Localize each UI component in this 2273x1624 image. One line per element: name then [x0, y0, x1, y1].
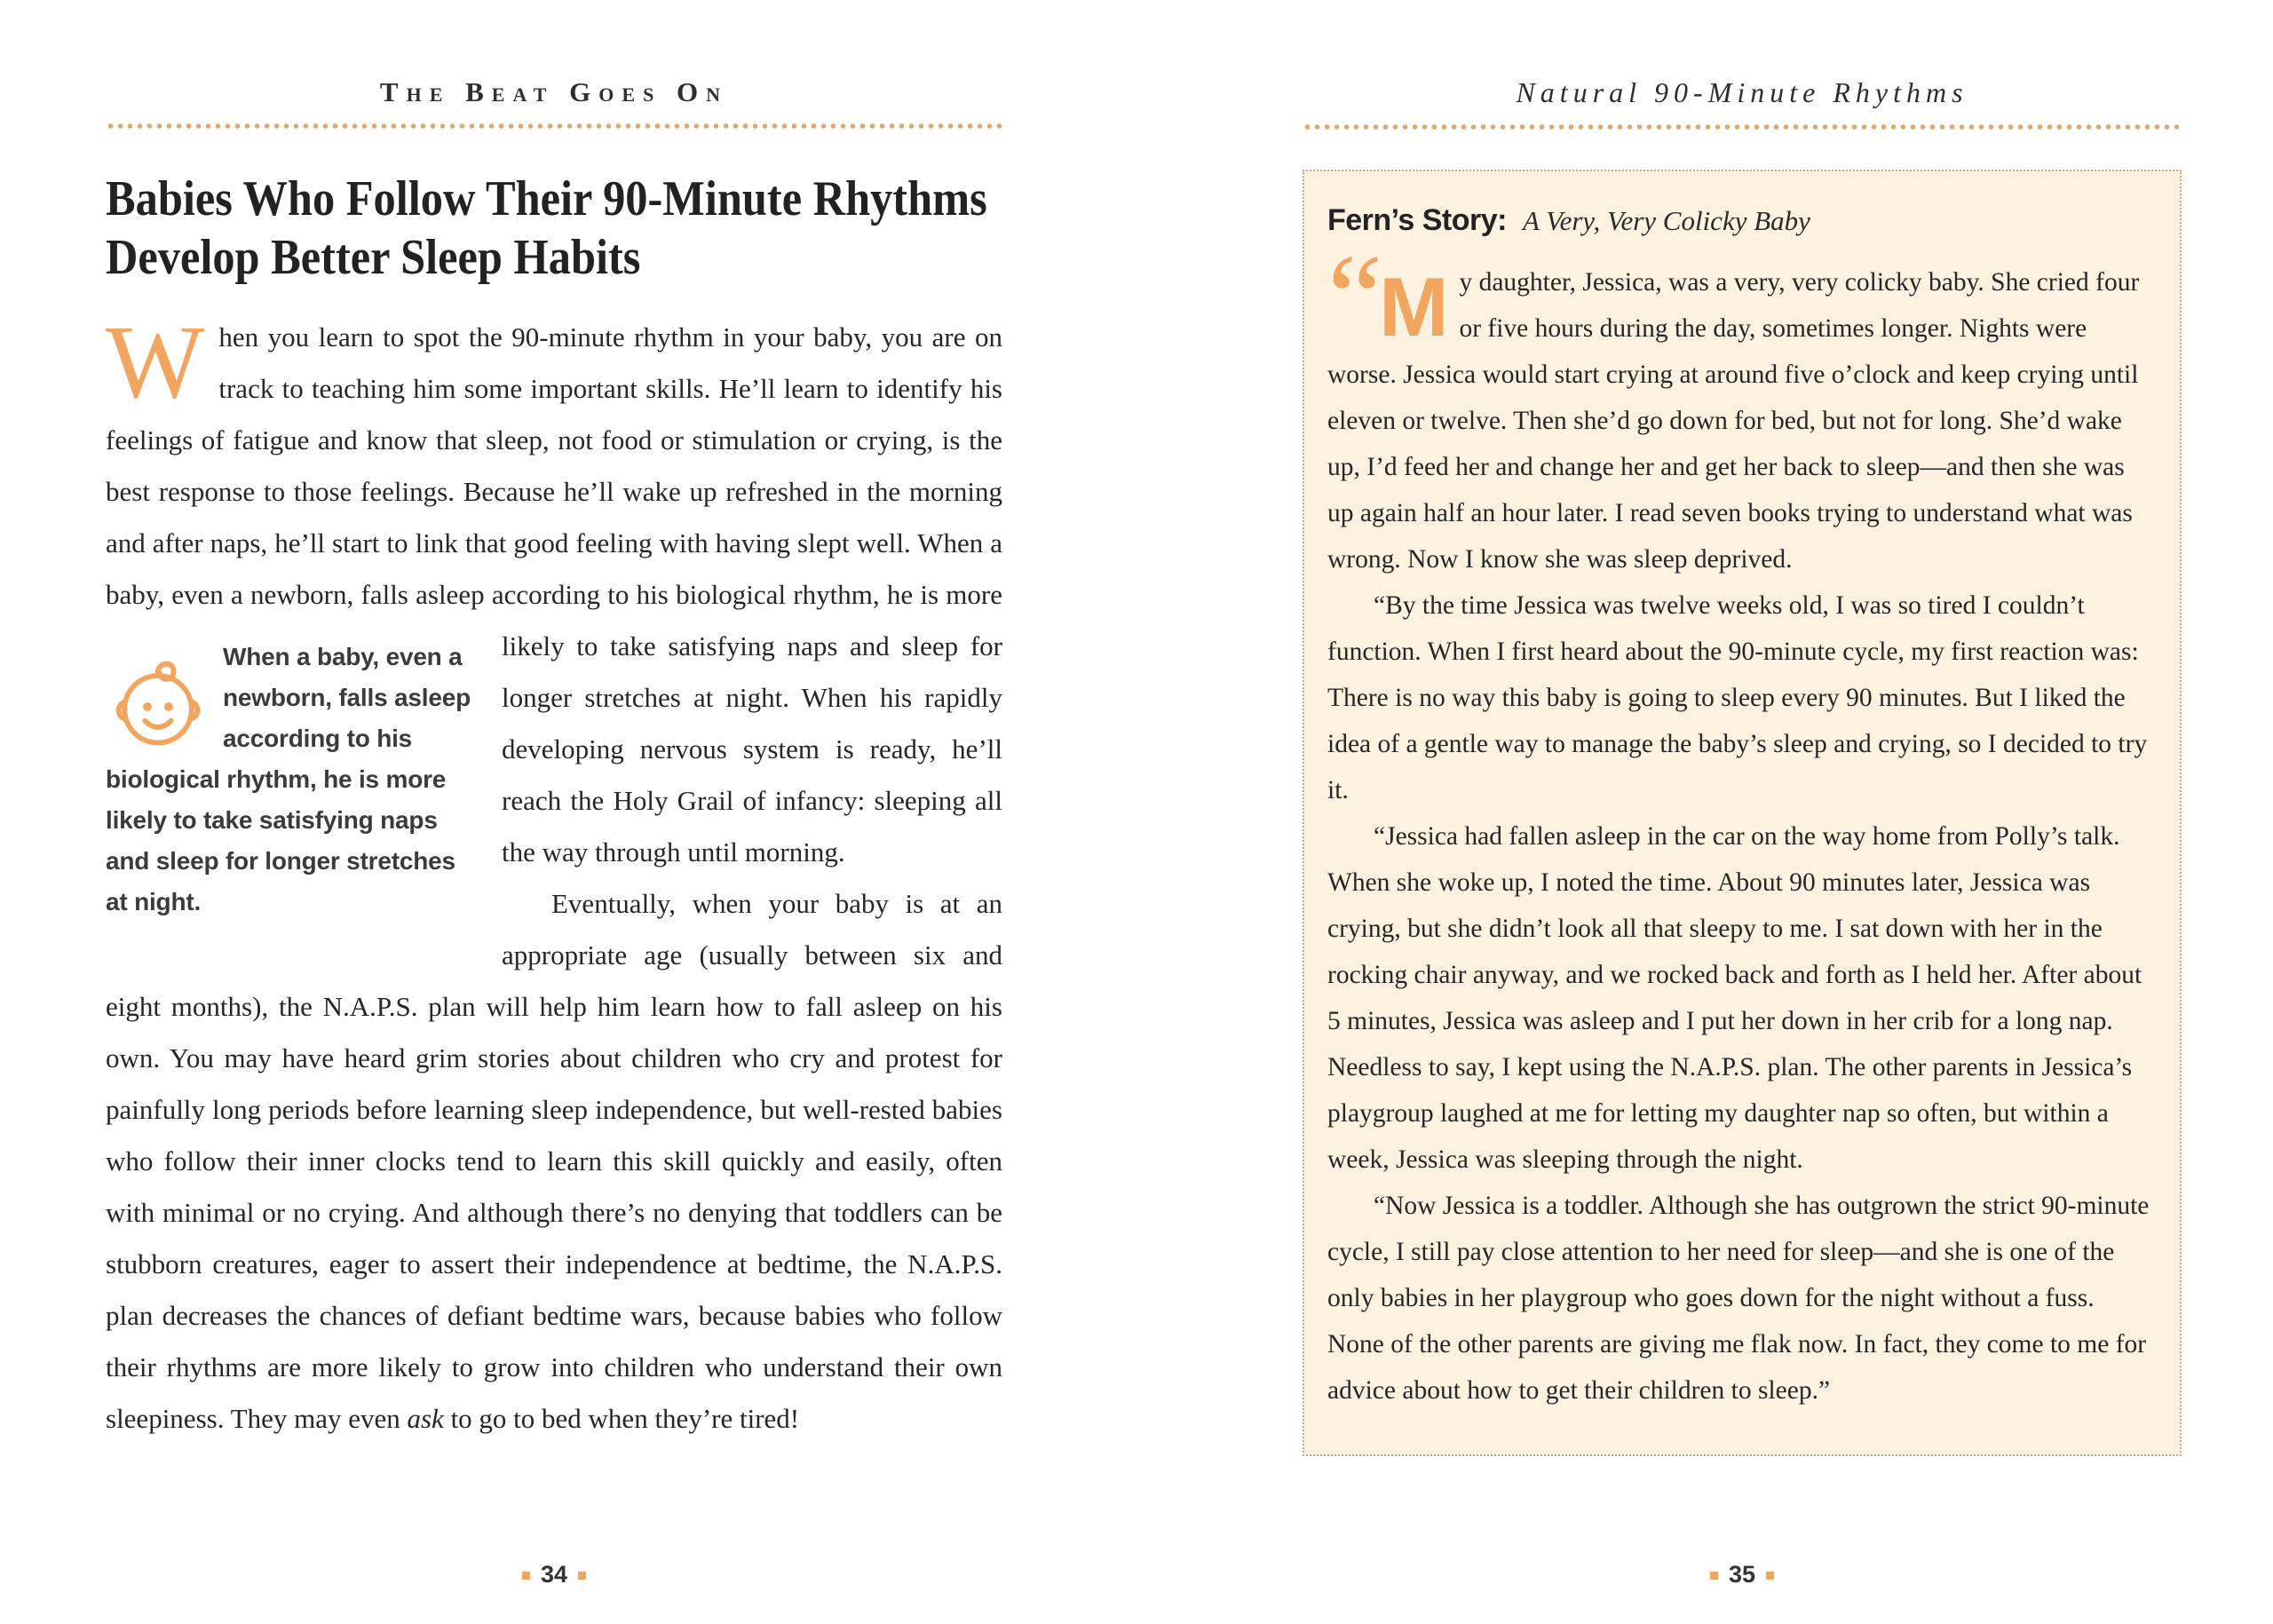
- folio-dot-icon: [1710, 1572, 1718, 1580]
- baby-face-icon: [106, 642, 210, 750]
- folio-dot-icon: [578, 1572, 586, 1580]
- left-folio: [106, 1561, 1002, 1588]
- paragraph-2-text-end: to go to bed when they’re tired!: [443, 1403, 800, 1435]
- right-folio: [1303, 1561, 2182, 1588]
- right-running-head: [1303, 76, 2182, 131]
- dropcap-w: W: [106, 304, 205, 421]
- chapter-title: [106, 170, 987, 287]
- left-body-text: [106, 304, 1002, 1445]
- opening-quote-dropcap: [1327, 229, 1449, 367]
- left-header-text: The Beat Goes On: [379, 76, 729, 107]
- chapter-title-line2: Develop Better Sleep Habits: [106, 229, 641, 285]
- left-page: [0, 0, 1136, 1624]
- open-quote-mark: “: [1327, 229, 1378, 367]
- right-header-text: Natural 90-Minute Rhythms: [1516, 76, 1968, 108]
- story-paragraph-4: “Now Jessica is a toddler. Although she has outgrown the strict 90-minute cycle, I still pay close attention to her need for sleep—and she is one of the only babies in her playgroup who goes down for the night without a fuss. None of the other parents are giving me flak now. In fact, they come to me for advice about how to get their children to sleep.”: [1327, 1192, 2150, 1405]
- folio-dot-icon: [1766, 1572, 1774, 1580]
- dropcap-m: M: [1379, 260, 1449, 353]
- left-page-content: [106, 170, 1002, 1445]
- folio-dot-icon: [522, 1572, 530, 1580]
- story-paragraph-1: [1327, 229, 2155, 582]
- right-page-number: 35: [1728, 1561, 1756, 1588]
- right-page: [1136, 0, 2273, 1624]
- left-page-number: 34: [540, 1561, 568, 1588]
- story-paragraph-2: “By the time Jessica was twelve weeks old, I was so tired I couldn’t function. When I first heard about the 90-minute cycle, my first reaction was: There is no way this baby is going to sleep every 90 minutes. But I liked the idea of a gentle way to manage the baby’s sleep and crying, so I decided to try it.: [1327, 591, 2148, 804]
- dotted-rule: [1303, 123, 2182, 131]
- story-paragraph-1-text: y daughter, Jessica, was a very, very colicky baby. She cried four or five hours during the day, sometimes longer. Nights were worse. Jessica would start crying at around five o’clock and keep crying until eleven or twelve. Then she’d go down for bed, but not for long. She’d wake up, I’d feed her and change her and get her back to sleep—and then she was up again half an hour later. I read seven books trying to understand what was wrong. Now I know she was sleep deprived.: [1327, 268, 2140, 574]
- pullquote-text: When a baby, even a newborn, falls asleep according to his biological rhythm, he is more likely to take satisfying naps and sleep for longer stretches at night.: [106, 643, 471, 916]
- story-subtitle: A Very, Very Colicky Baby: [1522, 205, 1810, 236]
- paragraph-2-italic-word: ask: [407, 1403, 444, 1435]
- paragraph-2: [106, 878, 1002, 1445]
- left-running-head: [106, 76, 1002, 130]
- fern-story-sidebar: [1303, 170, 2182, 1456]
- paragraph-1-text: hen you learn to spot the 90-minute rhythm in your baby, you are on track to teaching him some important skills. He’ll learn to identify his feelings of fatigue and know that sleep, not food or stimulation or crying, is the best response to those feelings. Because he’ll wake up refreshed in the morning and after naps, he’ll start to link that good feeling with having slept well. When a baby, even a newborn, falls asleep according to his biological rhythm, he is more likely to take satisfying naps and sleep for: [106, 321, 1002, 662]
- pullquote: [106, 637, 471, 923]
- dotted-rule: [106, 123, 1002, 130]
- paragraph-2-text: Eventually, when your baby is at an appropriate age (usually between six and eight months), the N.A.P.S. plan will help him learn how to fall asleep on his own. You may have heard grim stories about children who cry and protest for painfully long periods before learning sleep independence, but well-rested babies who follow their inner clocks tend to learn this skill quickly and easily, often with minimal or no crying. And although there’s no denying that toddlers can be stubborn creatures, eager to assert their independence at bedtime, the N.A.P.S. plan decreases the chances of defiant bedtime wars, because babies who follow their rhythms are more likely to grow into children who understand their own sleepiness. They may even: [106, 888, 1002, 1435]
- paragraph-1: [106, 304, 1002, 916]
- story-heading: [1327, 203, 2155, 238]
- story-paragraph-3: “Jessica had fallen asleep in the car on the way home from Polly’s talk. When she woke up, I noted the time. About 90 minutes later, Jessica was crying, but she didn’t look all that sleepy to me. I sat down with her in the rocking chair anyway, and we rocked back and forth as I held her. After about 5 minutes, Jessica was asleep and I put her down in her crib for a long nap. Needless to say, I kept using the N.A.P.S. plan. The other parents in Jessica’s playgroup laughed at me for letting my daughter nap so often, but within a week, Jessica was sleeping through the night.: [1327, 822, 2142, 1174]
- chapter-title-line1: Babies Who Follow Their 90-Minute Rhythms: [106, 171, 987, 226]
- story-label: Fern’s Story:: [1327, 203, 1507, 237]
- paragraph-1-wrapped-text: longer stretches at night. When his rapidly developing nervous system is ready, he’ll reach the Holy Grail of infancy: sleeping all the way through until morning.: [502, 682, 1002, 868]
